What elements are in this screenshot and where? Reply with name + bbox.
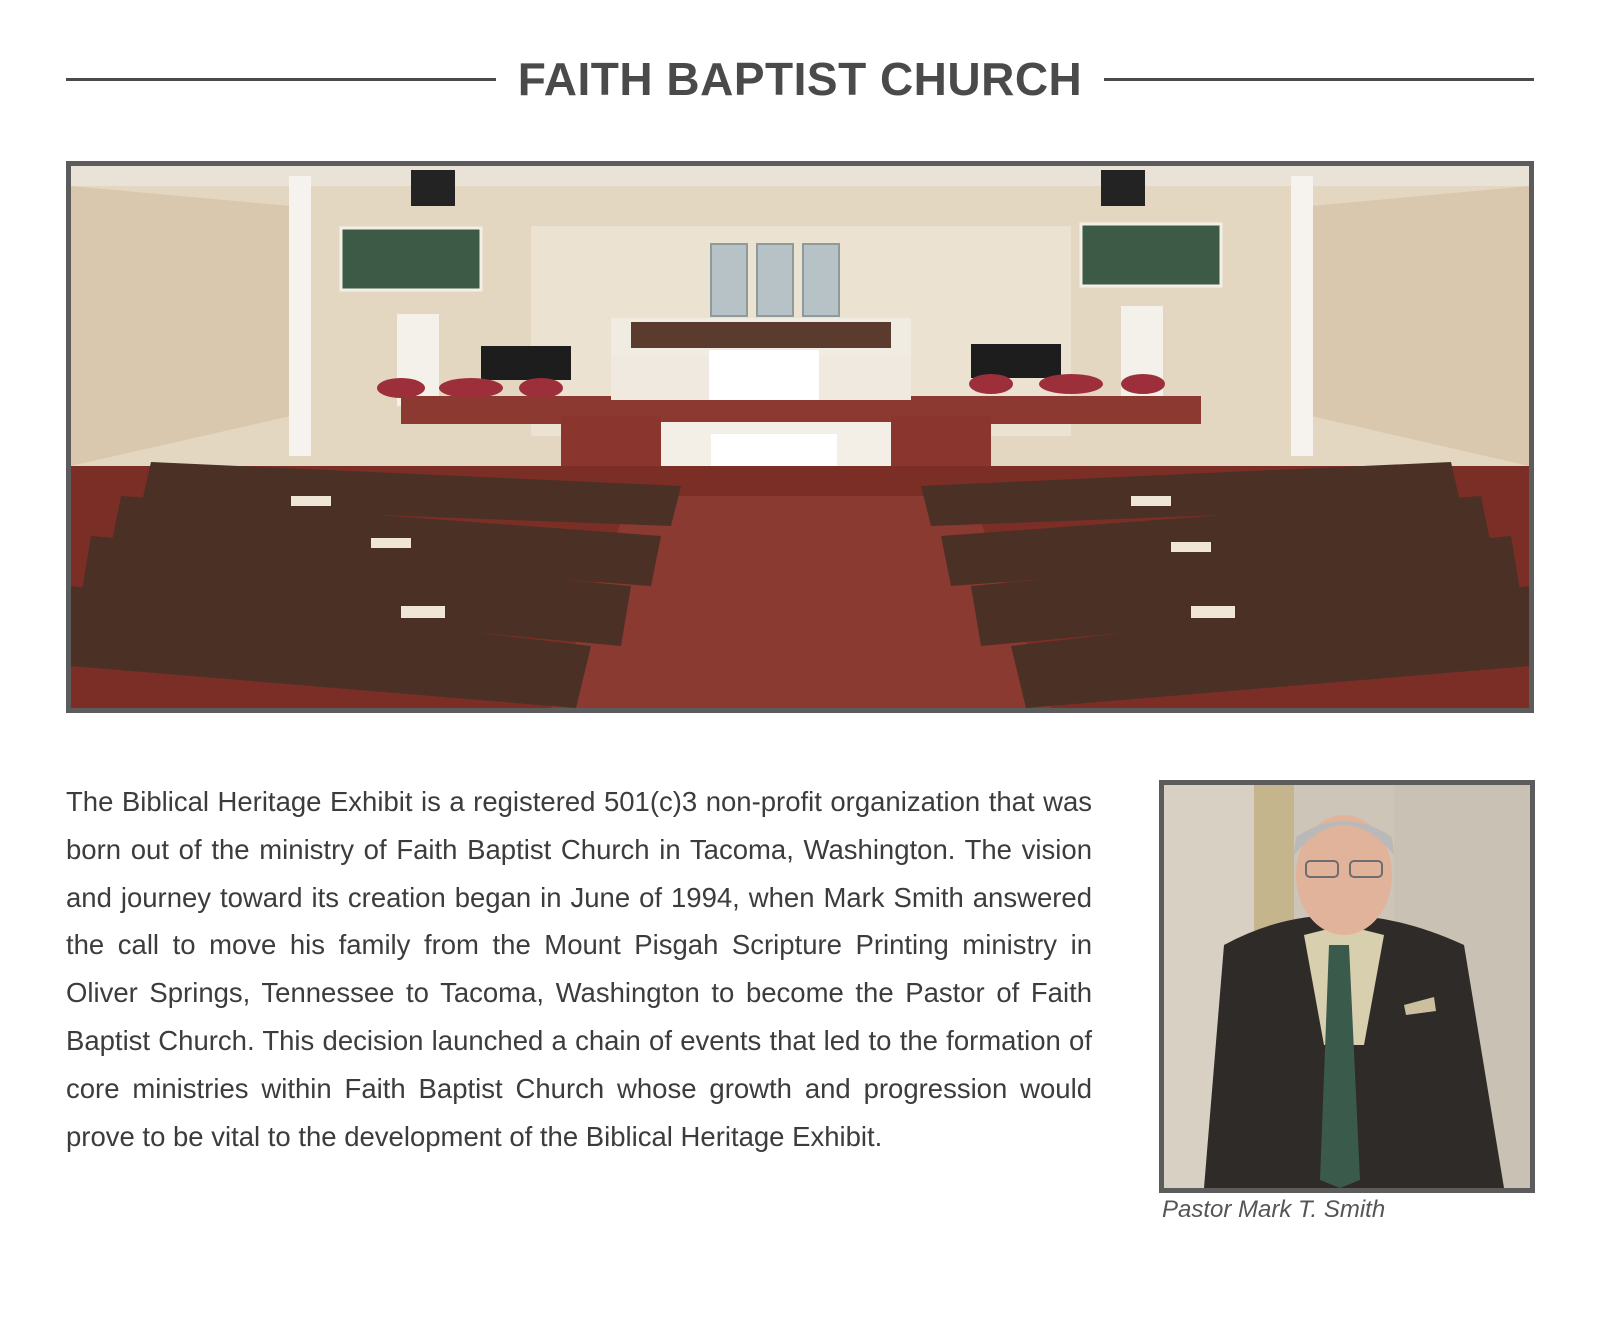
title-rule-left xyxy=(66,78,496,81)
pastor-portrait-photo xyxy=(1159,780,1535,1193)
portrait-caption: Pastor Mark T. Smith xyxy=(1162,1196,1386,1223)
title-rule-right xyxy=(1104,78,1534,81)
title-row xyxy=(66,44,1534,114)
sanctuary-photo xyxy=(66,161,1534,713)
page-title: FAITH BAPTIST CHURCH xyxy=(517,53,1083,105)
history-paragraph: The Biblical Heritage Exhibit is a registered 501(c)3 non-profit organization that was born out of the ministry of Faith Baptist Church in Tacoma, Washington. The vision and journey toward its creation began in June of 1994, when Mark Smith answered the call to move his family from the Mount Pisgah Scripture Printing ministry in Oliver Springs, Tennessee to Tacoma, Washington to become the Pastor of Faith Baptist Church. This decision launched a chain of events that led to the formation of core ministries within Faith Baptist Church whose growth and progression would prove to be vital to the development of the Biblical Heritage Exhibit. xyxy=(66,786,1092,1152)
